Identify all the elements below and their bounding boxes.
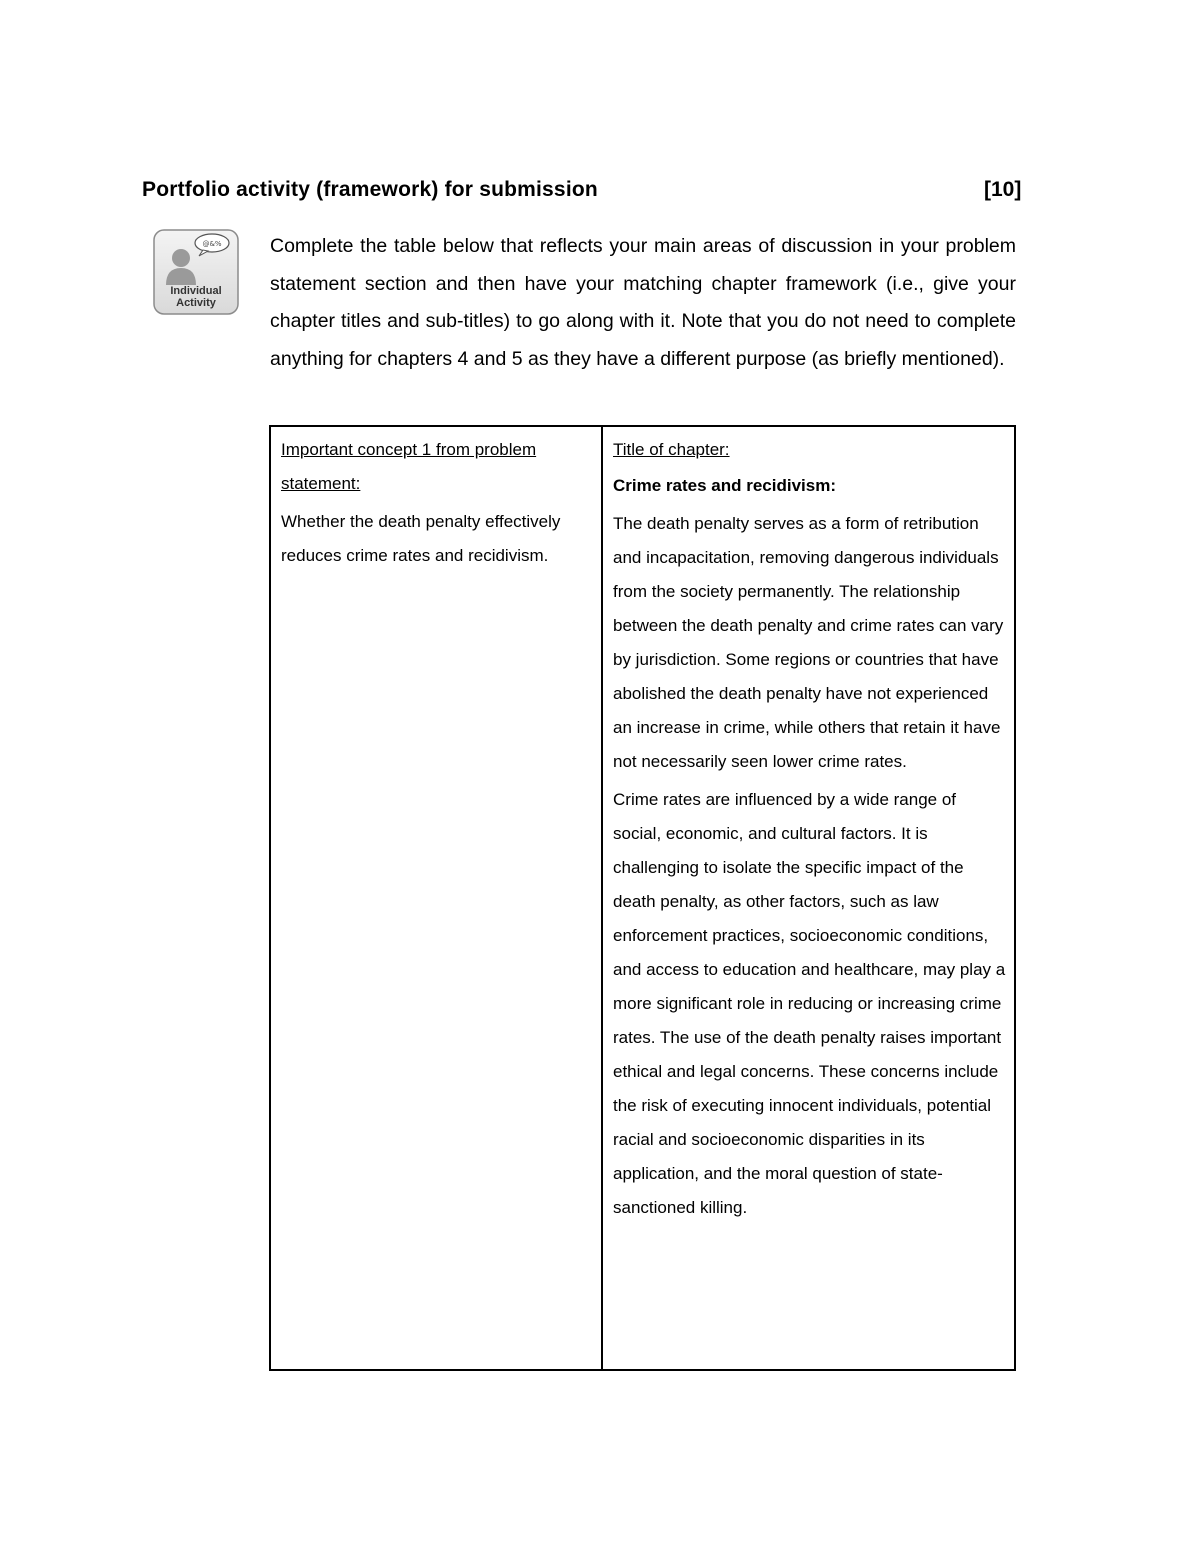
svg-text:@&%: @&% — [202, 240, 222, 248]
page-title: Portfolio activity (framework) for submission — [142, 178, 598, 201]
concept-heading: Important concept 1 from problem statement: — [281, 440, 537, 493]
chapter-cell — [602, 426, 1015, 1370]
marks-total: [10] — [984, 178, 1022, 201]
chapter-heading: Title of chapter: — [613, 440, 730, 459]
chapter-paragraph-2: Crime rates are influenced by a wide range of social, economic, and cultural factors. It is challenging to isolate the specific impact of the death penalty, as other factors, such as law enforcement practices, socioeconomic conditions, and access to education and healthcare, may play a more significant role in reducing or increasing crime rates. The use of the death penalty raises important ethical and legal concerns. These concerns include the risk of executing innocent individuals, potential racial and socioeconomic disparities in its application, and the moral question of state-sanctioned killing. — [613, 790, 1006, 1217]
chapter-framework-table — [269, 425, 1016, 1371]
activity-label-line1: Individual — [170, 285, 222, 297]
table-row — [270, 426, 1015, 1370]
concept-text: Whether the death penalty effectively reduces crime rates and recidivism. — [281, 512, 561, 565]
activity-label-line2: Activity — [176, 297, 216, 309]
instructions-paragraph: Complete the table below that reflects your main areas of discussion in your problem statement section and then have your matching chapter framework (i.e., give your chapter titles and sub-titles) to go along with it. Note that you do not need to complete anything for chapters 4 and 5 as they have a different purpose (as briefly mentioned). — [270, 235, 1016, 370]
problem-concept-cell — [270, 426, 602, 1370]
individual-activity-icon — [153, 229, 239, 315]
chapter-title: Crime rates and recidivism: — [613, 476, 836, 495]
chapter-paragraph-1: The death penalty serves as a form of retribution and incapacitation, removing dangerous individuals from the society permanently. The relationship between the death penalty and crime rates can vary by jurisdiction. Some regions or countries that have abolished the death penalty have not experienced an increase in crime, while others that retain it have not necessarily seen lower crime rates. — [613, 514, 1004, 771]
